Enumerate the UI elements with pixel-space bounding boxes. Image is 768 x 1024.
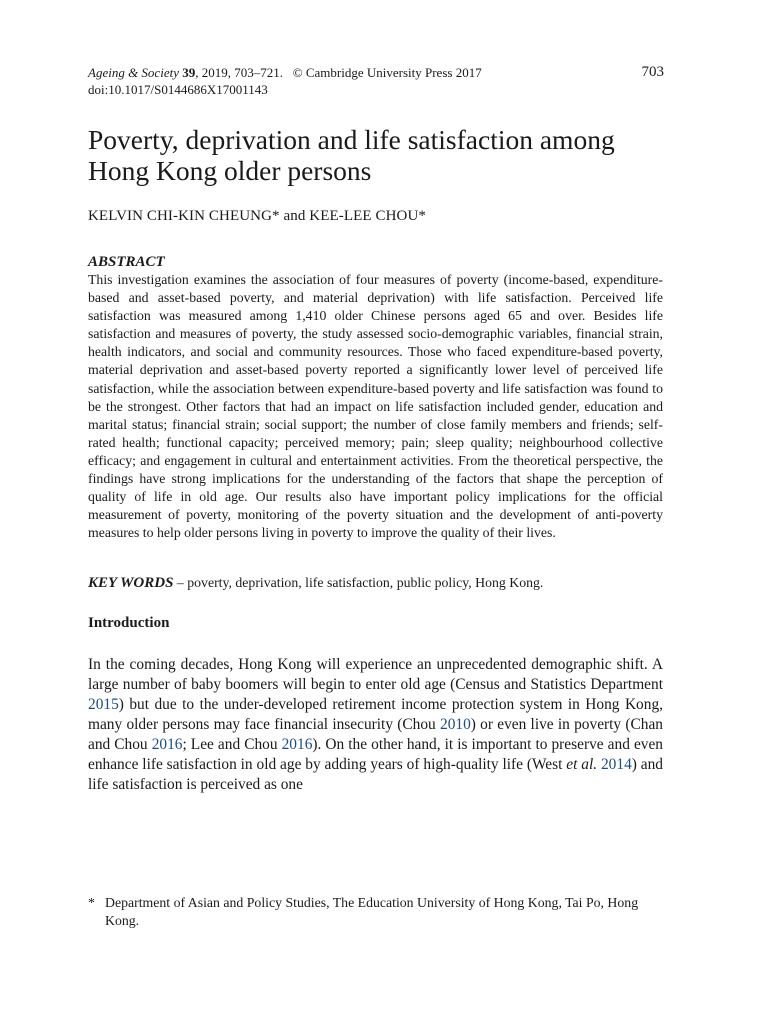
volume-number: 39 <box>182 65 196 80</box>
doi-link[interactable]: doi:10.1017/S0144686X17001143 <box>88 82 268 97</box>
intro-text-1: In the coming decades, Hong Kong will experience an unprecedented demographic shift. A large number of baby boomers will begin to enter old age (Census and Statistics Department <box>88 656 663 694</box>
intro-text-2: ) but due to the under-developed retirement income protection system in Hong Kong, many older persons may face financial insecurity (Chou <box>88 696 663 734</box>
author-affiliation-footnote <box>88 894 663 930</box>
abstract-heading: ABSTRACT <box>88 254 165 270</box>
copyright-notice: © Cambridge University Press 2017 <box>292 65 482 80</box>
keywords-text: – poverty, deprivation, life satisfaction, public policy, Hong Kong. <box>173 575 544 591</box>
citation-link[interactable]: 2016 <box>151 736 183 754</box>
journal-name: Ageing & Society <box>88 65 179 80</box>
year-pages: , 2019, 703–721. <box>195 65 283 80</box>
journal-header <box>88 64 663 81</box>
article-page <box>88 64 663 810</box>
et-al: et al. <box>566 755 598 773</box>
keywords-label: KEY WORDS <box>88 575 174 592</box>
citation-link[interactable]: 2010 <box>440 716 471 734</box>
intro-text-4: ; Lee and Chou <box>182 736 282 754</box>
citation-link[interactable]: 2015 <box>88 696 119 714</box>
footnote-text: Department of Asian and Policy Studies, The Education University of Hong Kong, Tai Po, Hong Kong. <box>105 895 639 928</box>
citation-link[interactable]: 2014 <box>600 755 632 773</box>
abstract-text: This investigation examines the association of four measures of poverty (income-based, expenditure-based and asset-based poverty, and material deprivation) with life satisfaction. Perceived life satisfaction was measured among 1,410 older Chinese persons aged 65 and over. Besides life satisfaction and measures of poverty, the study assessed socio-demographic variables, financial strain, health indicators, and social and community resources. Those who faced expenditure-based poverty, material deprivation and asset-based poverty reported a significantly lower level of perceived life satisfaction, while the association between expenditure-based poverty and life satisfaction was found to be the strongest. Other factors that had an impact on life satisfaction included gender, education and marital status; financial strain; social support; the number of close family members and friends; self-rated health; functional capacity; perceived memory; pain; sleep quality; neighbourhood collective efficacy; and engagement in cultural and entertainment activities. From the theoretical perspective, the findings have strong implications for the understanding of the factors that shape the perception of quality of life in old age. Our results also have important policy implications for the official measurement of poverty, monitoring of the poverty situation and the development of anti-poverty measures to help older persons living in poverty to improve the quality of their lives. <box>88 272 663 541</box>
intro-text-3: ) or even live in poverty (Chan and Chou <box>88 716 663 754</box>
keywords-line <box>88 574 663 592</box>
page-number: 703 <box>641 64 664 80</box>
intro-text-5: ). On the other hand, it is important to preserve and even enhance life satisfaction in old age by adding years of high-quality life (West <box>88 736 663 773</box>
citation-link[interactable]: 2016 <box>281 736 313 754</box>
section-heading-introduction: Introduction <box>88 615 170 632</box>
author-list: KELVIN CHI-KIN CHEUNG* and KEE-LEE CHOU* <box>88 208 426 224</box>
introduction-paragraph <box>88 655 663 794</box>
footnote-marker: * <box>88 895 95 910</box>
article-title: Poverty, deprivation and life satisfaction among Hong Kong older persons <box>88 124 615 186</box>
intro-text-7: ) and life satisfaction is perceived as one <box>88 755 663 793</box>
